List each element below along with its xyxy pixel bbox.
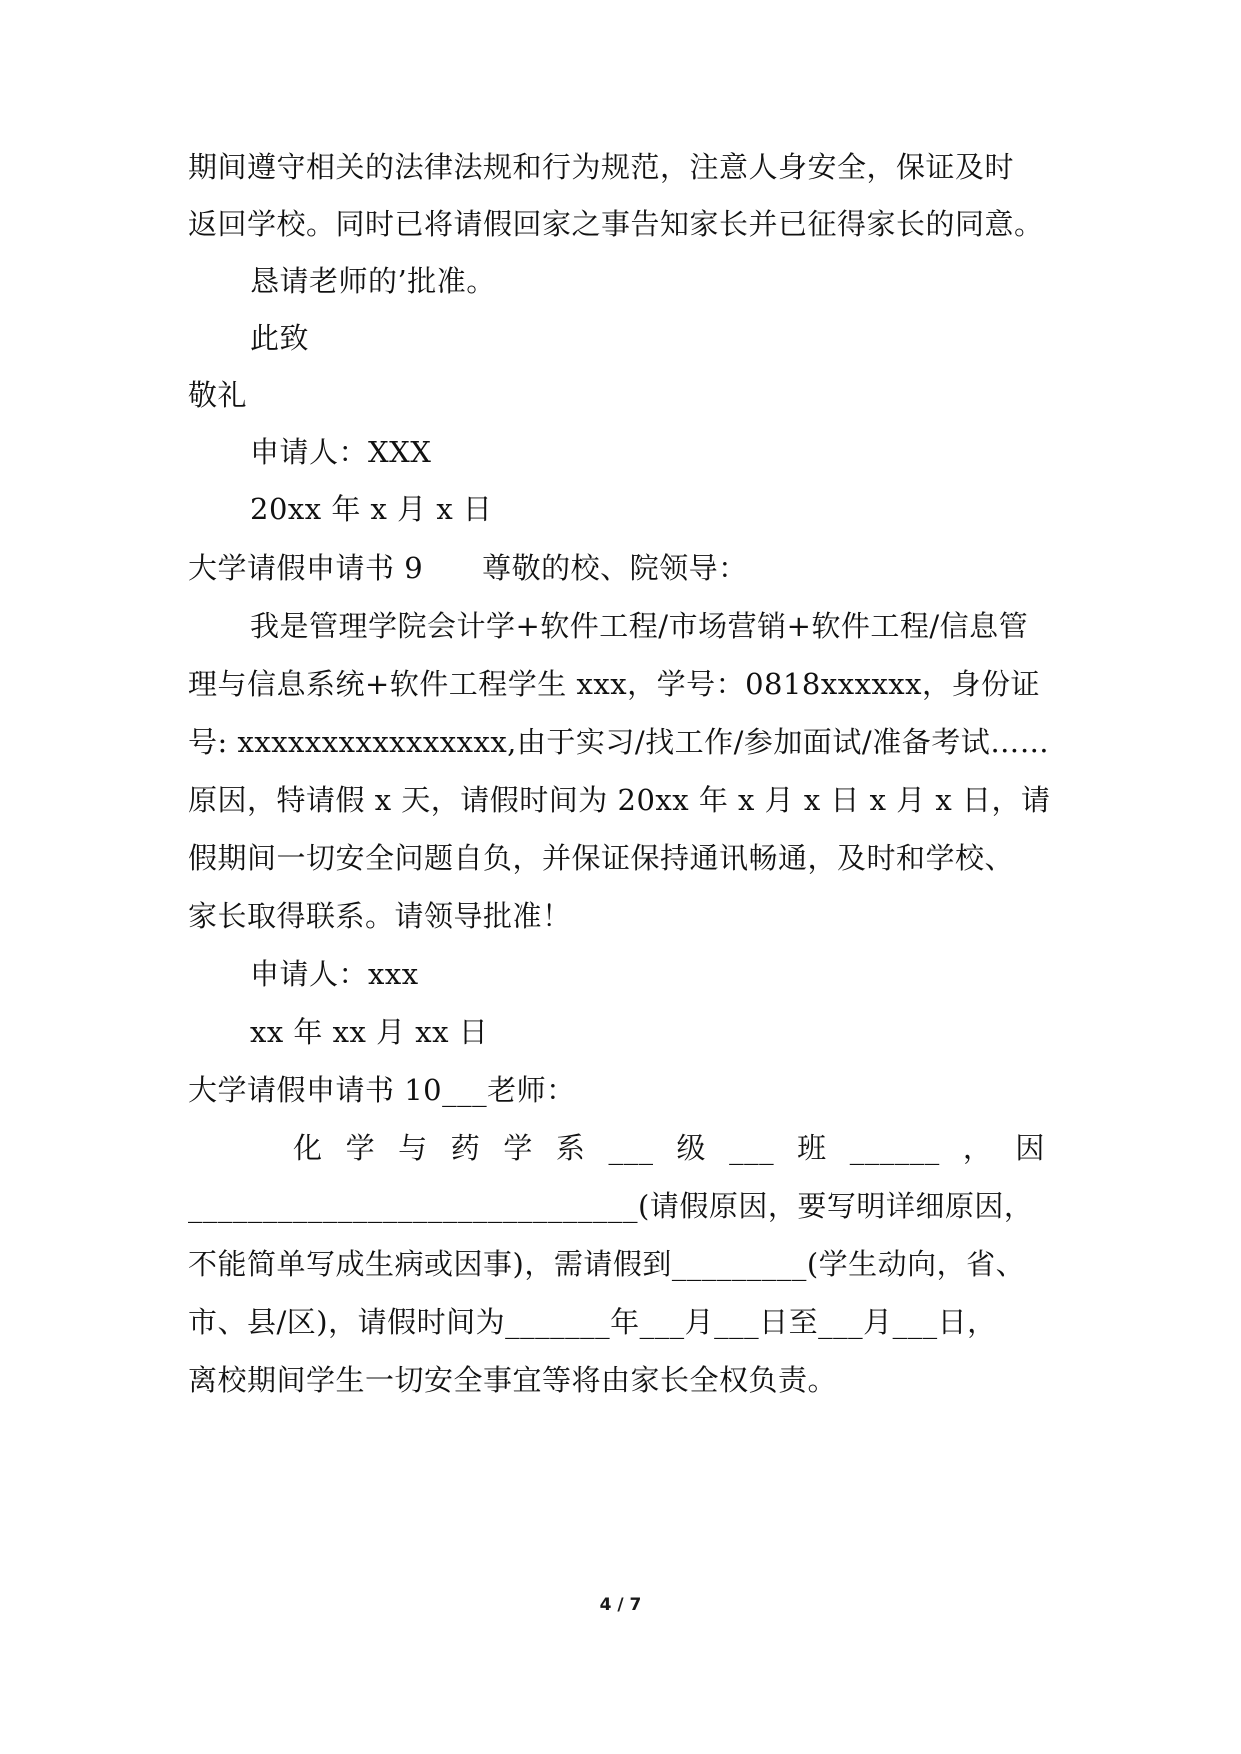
text-line: 我是管理学院会计学+软件工程/市场营销+软件工程/信息管 xyxy=(250,609,1029,643)
applicant-line: 申请人：xxx xyxy=(250,957,419,991)
text-line: 恳请老师的’批准。 xyxy=(250,264,496,298)
text-line: ______________________________(请假原因，要写明详细原因， xyxy=(188,1189,1034,1223)
text-line: 离校期间学生一切安全事宜等将由家长全权负责。 xyxy=(188,1363,838,1397)
text-line: 假期间一切安全问题自负，并保证保持通讯畅通，及时和学校、 xyxy=(188,841,1015,875)
text-line: 家长取得联系。请领导批准！ xyxy=(188,899,572,933)
text-line: 原因，特请假 x 天，请假时间为 20xx 年 x 月 x 日 x 月 x 日，请 xyxy=(188,783,1051,817)
blank-segment: ___ xyxy=(608,1131,654,1165)
text-line: 号: xxxxxxxxxxxxxxxx,由于实习/找工作/参加面试/准备考试…… xyxy=(188,725,1050,759)
text-segment: 药 xyxy=(450,1131,481,1165)
salutation-line: 此致 xyxy=(250,321,310,355)
text-segment: ， xyxy=(962,1131,993,1165)
date-line: 20xx 年 x 月 x 日 xyxy=(250,492,493,526)
text-line: 理与信息系统+软件工程学生 xxx，学号：0818xxxxxx，身份证 xyxy=(188,667,1041,701)
justified-text-line xyxy=(293,1128,1045,1168)
text-segment: 因 xyxy=(1015,1131,1045,1165)
text-segment: 与 xyxy=(398,1131,428,1165)
section-heading: 大学请假申请书 10___老师： xyxy=(188,1073,576,1107)
blank-segment: ___ xyxy=(729,1131,775,1165)
text-line: 返回学校。同时已将请假回家之事告知家长并已征得家长的同意。 xyxy=(188,207,1044,241)
section-heading: 大学请假申请书 9 尊敬的校、院领导： xyxy=(188,551,748,585)
text-segment: 化 xyxy=(293,1131,323,1165)
blank-segment: ______ xyxy=(849,1131,940,1165)
date-line: xx 年 xx 月 xx 日 xyxy=(250,1015,489,1049)
text-line: 期间遵守相关的法律法规和行为规范，注意人身安全，保证及时 xyxy=(188,150,1015,184)
text-segment: 系 xyxy=(555,1131,586,1165)
text-line: 市、县/区)，请假时间为_______年___月___日至___月___日， xyxy=(188,1305,997,1339)
text-segment: 级 xyxy=(676,1131,707,1165)
text-segment: 学 xyxy=(345,1131,376,1165)
text-line: 不能简单写成生病或因事)，需请假到_________(学生动向，省、 xyxy=(188,1247,1026,1281)
salutation-line: 敬礼 xyxy=(188,378,248,412)
text-segment: 班 xyxy=(797,1131,827,1165)
page-number: 4 / 7 xyxy=(599,1595,642,1615)
text-segment: 学 xyxy=(503,1131,533,1165)
applicant-line: 申请人：XXX xyxy=(250,435,432,469)
